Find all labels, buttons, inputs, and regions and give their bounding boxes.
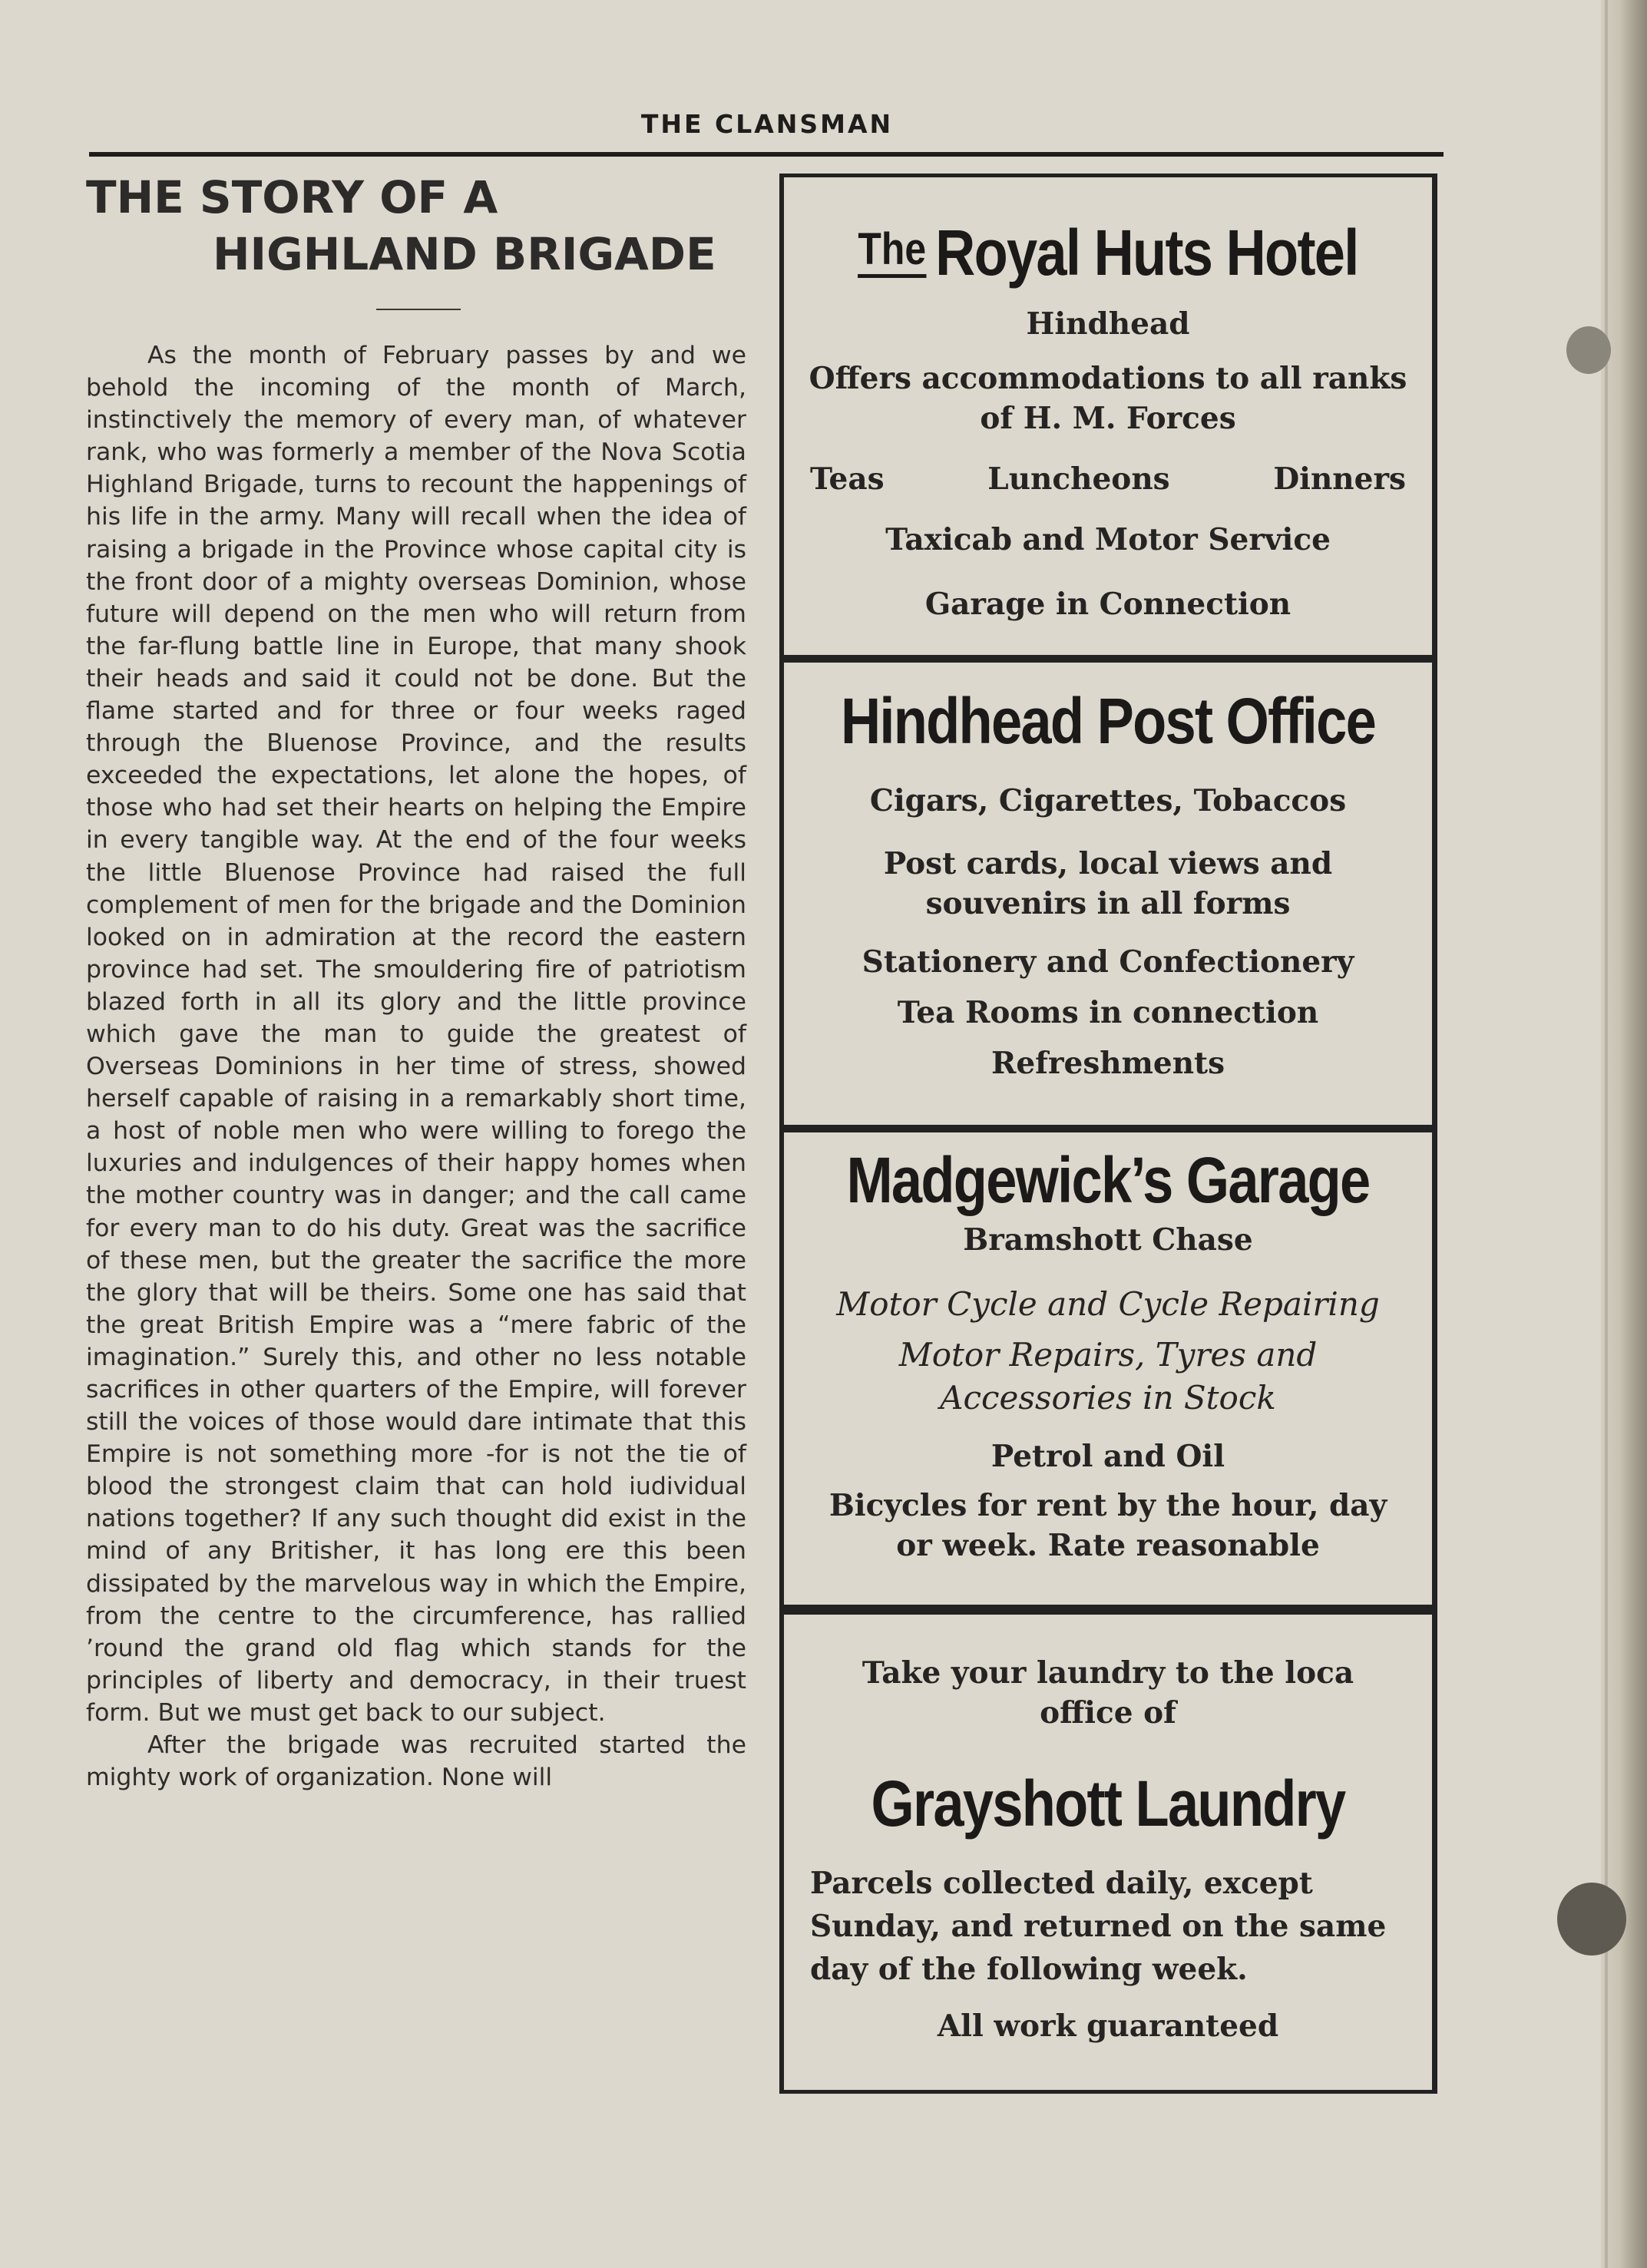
ad-meal-item: Luncheons xyxy=(987,461,1170,497)
page-stain xyxy=(1557,1883,1626,1956)
ad-guarantee: All work guaranteed xyxy=(937,2008,1279,2044)
ad-headline: Grayshott Laundry xyxy=(871,1767,1345,1840)
ad-meals xyxy=(784,461,1432,497)
ad-line: Refreshments xyxy=(991,1046,1225,1081)
ad-location: Bramshott Chase xyxy=(963,1222,1253,1258)
article-paragraph: After the brigade was recruited started the mighty work of organization. None will xyxy=(86,1731,746,1792)
title-rule xyxy=(376,309,461,310)
article-body xyxy=(86,339,746,1794)
ad-line: Cigars, Cigarettes, Tobaccos xyxy=(869,783,1347,818)
article-column xyxy=(86,169,746,1794)
page-stain xyxy=(1566,326,1611,374)
running-header: THE CLANSMAN xyxy=(640,109,894,139)
ad-garage: Garage in Connection xyxy=(924,587,1291,622)
ad-headline: Madgewick’s Garage xyxy=(846,1144,1370,1216)
ad-offer: Offers accommodations to all ranks of H. M. Forces xyxy=(809,361,1407,436)
ad-royal-huts-hotel xyxy=(779,174,1437,659)
ad-line: Tea Rooms in connection xyxy=(897,995,1319,1030)
ad-line: Motor Cycle and Cycle Repairing xyxy=(836,1285,1380,1323)
ad-headline-prefix: The xyxy=(858,224,926,278)
ad-headline xyxy=(829,213,1387,289)
header-rule xyxy=(89,152,1444,157)
ad-headline-name: Royal Huts Hotel xyxy=(935,217,1358,289)
ad-body: Parcels collected daily, except Sunday, and returned on the same day of the following week. xyxy=(810,1866,1387,1987)
article-title-line-1: THE STORY OF A xyxy=(86,171,498,223)
ad-line: Bicycles for rent by the hour, day or week. Rate reasonable xyxy=(828,1488,1387,1563)
ad-hindhead-post-office xyxy=(779,659,1437,1129)
ad-line: Motor Repairs, Tyres and Accessories in Stock xyxy=(898,1336,1318,1417)
ad-location: Hindhead xyxy=(1026,306,1190,342)
ad-intro: Take your laundry to the loca office of xyxy=(862,1655,1354,1731)
ad-meal-item: Teas xyxy=(810,461,885,497)
article-title-line-2: HIGHLAND BRIGADE xyxy=(213,228,716,280)
article-title xyxy=(86,169,746,283)
ad-grayshott-laundry xyxy=(779,1608,1437,2094)
ad-headline: Hindhead Post Office xyxy=(840,685,1376,757)
article-paragraph: As the month of February passes by and we behold the incoming of the month of March, instinctively the memory of every man, of whatever rank, who was formerly a member of the Nova Scotia Highland Brigade, turns to recount the happenings of his life in the army. Many will recall when the idea of raising a brigade in the Province whose capital city is the front door of a mighty overseas Dominion, whose future will depend on the men who will return from the far-flung battle line in Europe, that many shook their heads and said it could not be done. But the flame started and for three or four weeks raged through the Bluenose Province, and the results exceeded the expectations, let alone the hopes, of those who had set their hearts on helping the Empire in every tangible way. At the end of the four weeks the little Bluenose Province had raised the full complement of men for the brigade and the Dominion looked on in admiration at the record the eastern province had set. The smouldering fire of patriotism blazed forth in all its glory and the little province which gave the man to guide the greatest of Overseas Dominions in her time of stress, showed herself capable of raising in a remarkably short time, a host of noble men who were willing to forego the luxuries and indulgences of their happy homes when the mother country was in danger; and the call came for every man to do his duty. Great was the sacrifice of these men, but the greater the sacrifice the more the glory that will be theirs. Some one has said that the great British Empire was a “mere fabric of the imagination.” Surely this, and other no less notable sacrifices in other quarters of the Empire, will forever still the voices of those would dare intimate that this Empire is not something more -for is not the tie of blood the strongest claim that can hold iudividual nations together? If any such thought did exist in the mind of any Britisher, it has long ere this been dissipated by the marvelous way in which the Empire, from the centre to the circumference, has rallied ’round the grand old flag which stands for the principles of liberty and democracy, in their truest form. But we must get back to our subject. xyxy=(86,342,746,1727)
ad-line: Post cards, local views and souvenirs in all forms xyxy=(883,846,1333,921)
ad-meal-item: Dinners xyxy=(1273,461,1406,497)
ad-line: Stationery and Confectionery xyxy=(862,944,1354,980)
ad-service: Taxicab and Motor Service xyxy=(885,522,1331,557)
ad-madgewicks-garage xyxy=(779,1129,1437,1608)
advertisements-column xyxy=(779,174,1437,2094)
ad-line: Petrol and Oil xyxy=(991,1439,1225,1474)
